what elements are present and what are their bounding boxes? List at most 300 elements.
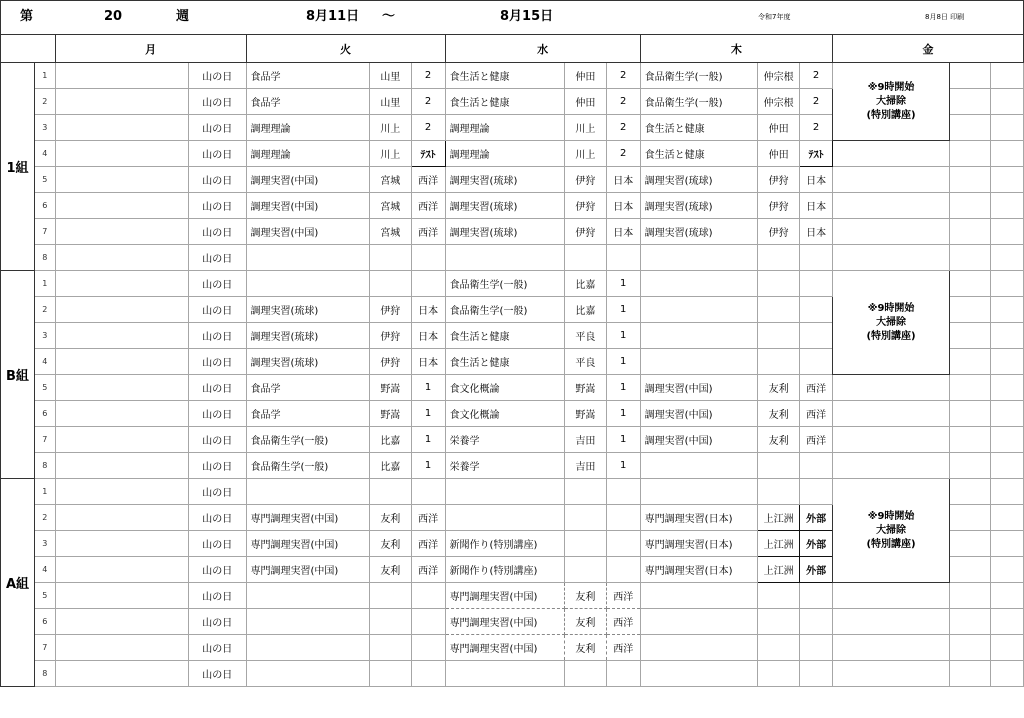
- period-number: 4: [34, 349, 55, 375]
- monday-holiday: 山の日: [188, 401, 246, 427]
- friday-extra: [950, 583, 991, 609]
- table-row: [1, 245, 1024, 271]
- thu-teacher: [758, 297, 800, 323]
- wed-room: 1: [606, 427, 640, 453]
- wed-teacher: 平良: [565, 323, 607, 349]
- thu-teacher: 友利: [758, 427, 800, 453]
- tue-subject: [246, 271, 369, 297]
- wed-teacher: [565, 479, 607, 505]
- friday-extra: [950, 349, 991, 375]
- friday-note-line: (特別講座): [866, 109, 916, 121]
- monday-blank: [55, 583, 188, 609]
- friday-blank: [833, 661, 950, 687]
- wed-teacher: 仲田: [565, 89, 607, 115]
- period-number: 7: [34, 219, 55, 245]
- table-row: [1, 453, 1024, 479]
- wed-teacher: 野嵩: [565, 375, 607, 401]
- thu-teacher: 友利: [758, 401, 800, 427]
- tue-subject: 食品衛生学(一般): [246, 453, 369, 479]
- monday-holiday: 山の日: [188, 427, 246, 453]
- monday-blank: [55, 141, 188, 167]
- friday-note-line: 大掃除: [876, 524, 907, 536]
- monday-holiday: 山の日: [188, 583, 246, 609]
- thu-subject: 食品衛生学(一般): [640, 89, 758, 115]
- wed-subject: 専門調理実習(中国): [445, 635, 565, 661]
- thu-teacher: 伊狩: [758, 167, 800, 193]
- period-number: 2: [34, 89, 55, 115]
- tue-room: 西洋: [411, 219, 445, 245]
- friday-extra: [950, 401, 991, 427]
- friday-extra: [950, 89, 991, 115]
- tue-subject: 食品学: [246, 375, 369, 401]
- thu-subject: [640, 323, 758, 349]
- wed-teacher: [565, 557, 607, 583]
- wed-teacher: [565, 661, 607, 687]
- monday-holiday: 山の日: [188, 661, 246, 687]
- friday-extra: [950, 167, 991, 193]
- monday-blank: [55, 271, 188, 297]
- thu-room: [800, 245, 833, 271]
- period-number: 4: [34, 141, 55, 167]
- friday-extra: [991, 115, 1024, 141]
- friday-blank: [833, 609, 950, 635]
- thu-teacher: [758, 583, 800, 609]
- wed-room: [606, 557, 640, 583]
- period-number: 2: [34, 505, 55, 531]
- table-row: [1, 635, 1024, 661]
- friday-extra: [950, 609, 991, 635]
- tue-room: 日本: [411, 349, 445, 375]
- wed-teacher: 友利: [565, 583, 607, 609]
- thu-room: 西洋: [800, 401, 833, 427]
- tue-teacher: 比嘉: [369, 427, 411, 453]
- tue-subject: 食品学: [246, 401, 369, 427]
- friday-note: [833, 479, 950, 583]
- wed-room: 1: [606, 401, 640, 427]
- tue-subject: 専門調理実習(中国): [246, 505, 369, 531]
- friday-extra: [950, 63, 991, 89]
- wed-subject: 食生活と健康: [445, 323, 565, 349]
- tue-teacher: 友利: [369, 531, 411, 557]
- table-row: [1, 479, 1024, 505]
- friday-extra: [950, 271, 991, 297]
- monday-blank: [55, 193, 188, 219]
- wed-room: 2: [606, 89, 640, 115]
- thu-room: [800, 661, 833, 687]
- friday-extra: [950, 635, 991, 661]
- thu-teacher: 仲宗根: [758, 63, 800, 89]
- tue-teacher: 伊狩: [369, 323, 411, 349]
- tue-subject: [246, 479, 369, 505]
- period-number: 1: [34, 479, 55, 505]
- friday-extra: [950, 453, 991, 479]
- thu-subject: 専門調理実習(日本): [640, 557, 758, 583]
- thu-room: 西洋: [800, 427, 833, 453]
- wed-subject: 食文化概論: [445, 375, 565, 401]
- wed-room: [606, 505, 640, 531]
- tue-teacher: [369, 271, 411, 297]
- monday-blank: [55, 115, 188, 141]
- monday-holiday: 山の日: [188, 141, 246, 167]
- thu-teacher: 伊狩: [758, 193, 800, 219]
- tue-teacher: [369, 661, 411, 687]
- tue-subject: 調理理論: [246, 141, 369, 167]
- thu-teacher: [758, 635, 800, 661]
- thu-subject: [640, 453, 758, 479]
- thu-teacher: [758, 323, 800, 349]
- thu-subject: [640, 297, 758, 323]
- week-number: 20: [104, 9, 123, 24]
- monday-blank: [55, 63, 188, 89]
- print-date: 8月8日 印刷: [925, 13, 965, 21]
- wed-room: 日本: [606, 167, 640, 193]
- group-name: 1組: [1, 63, 35, 271]
- wed-subject: 新聞作り(特別講座): [445, 557, 565, 583]
- thu-subject: [640, 635, 758, 661]
- monday-holiday: 山の日: [188, 323, 246, 349]
- monday-holiday: 山の日: [188, 271, 246, 297]
- wed-room: [606, 531, 640, 557]
- thu-subject: 食品衛生学(一般): [640, 63, 758, 89]
- tue-room: [411, 245, 445, 271]
- friday-extra: [991, 401, 1024, 427]
- monday-holiday: 山の日: [188, 193, 246, 219]
- tue-room: 2: [411, 115, 445, 141]
- thu-room: [800, 635, 833, 661]
- day-header: 金: [833, 35, 1024, 63]
- tue-room: 2: [411, 89, 445, 115]
- friday-extra: [991, 479, 1024, 505]
- thu-room: 2: [800, 115, 833, 141]
- thu-teacher: 仲田: [758, 141, 800, 167]
- wed-room: 日本: [606, 193, 640, 219]
- friday-extra: [950, 245, 991, 271]
- wed-room: 2: [606, 141, 640, 167]
- friday-blank: [833, 245, 950, 271]
- friday-blank: [833, 401, 950, 427]
- friday-extra: [950, 557, 991, 583]
- group-name: B組: [1, 271, 35, 479]
- tue-room: 1: [411, 427, 445, 453]
- tue-room: [411, 635, 445, 661]
- wed-subject: [445, 479, 565, 505]
- monday-holiday: 山の日: [188, 219, 246, 245]
- tue-room: ﾃｽﾄ: [411, 141, 445, 167]
- wed-subject: 専門調理実習(中国): [445, 609, 565, 635]
- wed-teacher: 川上: [565, 115, 607, 141]
- monday-blank: [55, 401, 188, 427]
- wed-subject: 食生活と健康: [445, 349, 565, 375]
- thu-room: 2: [800, 63, 833, 89]
- thu-room: 日本: [800, 219, 833, 245]
- tue-teacher: 宮城: [369, 193, 411, 219]
- wed-subject: 調理理論: [445, 141, 565, 167]
- period-number: 2: [34, 297, 55, 323]
- wed-teacher: 友利: [565, 635, 607, 661]
- wed-room: [606, 661, 640, 687]
- period-number: 6: [34, 401, 55, 427]
- tue-room: [411, 479, 445, 505]
- wed-teacher: 吉田: [565, 427, 607, 453]
- thu-subject: 調理実習(琉球): [640, 167, 758, 193]
- table-row: [1, 401, 1024, 427]
- tue-teacher: 野嵩: [369, 401, 411, 427]
- friday-extra: [950, 427, 991, 453]
- tue-room: 日本: [411, 323, 445, 349]
- thu-teacher: [758, 453, 800, 479]
- monday-blank: [55, 531, 188, 557]
- group-name: A組: [1, 479, 35, 687]
- day-header: 月: [55, 35, 246, 63]
- monday-holiday: 山の日: [188, 167, 246, 193]
- friday-extra: [950, 115, 991, 141]
- tue-teacher: [369, 635, 411, 661]
- tue-teacher: 野嵩: [369, 375, 411, 401]
- wed-teacher: 比嘉: [565, 297, 607, 323]
- thu-subject: 調理実習(中国): [640, 401, 758, 427]
- wed-room: 西洋: [606, 609, 640, 635]
- tue-teacher: 川上: [369, 115, 411, 141]
- tue-teacher: 比嘉: [369, 453, 411, 479]
- wed-teacher: 吉田: [565, 453, 607, 479]
- tue-teacher: 山里: [369, 63, 411, 89]
- tue-subject: 専門調理実習(中国): [246, 557, 369, 583]
- thu-teacher: [758, 661, 800, 687]
- friday-extra: [991, 557, 1024, 583]
- thu-subject: 食生活と健康: [640, 141, 758, 167]
- thu-subject: 専門調理実習(日本): [640, 531, 758, 557]
- wed-teacher: 比嘉: [565, 271, 607, 297]
- period-number: 7: [34, 635, 55, 661]
- thu-room: 日本: [800, 193, 833, 219]
- tue-teacher: 宮城: [369, 219, 411, 245]
- monday-holiday: 山の日: [188, 115, 246, 141]
- monday-blank: [55, 323, 188, 349]
- tue-room: 西洋: [411, 167, 445, 193]
- tue-teacher: [369, 479, 411, 505]
- thu-subject: [640, 661, 758, 687]
- thu-teacher: [758, 245, 800, 271]
- monday-holiday: 山の日: [188, 609, 246, 635]
- thu-teacher: [758, 479, 800, 505]
- friday-note-line: (特別講座): [866, 330, 916, 342]
- friday-extra: [991, 531, 1024, 557]
- friday-extra: [991, 63, 1024, 89]
- friday-blank: [833, 375, 950, 401]
- thu-teacher: 上江洲: [758, 531, 800, 557]
- thu-room: [800, 297, 833, 323]
- period-number: 7: [34, 427, 55, 453]
- monday-holiday: 山の日: [188, 245, 246, 271]
- period-number: 8: [34, 661, 55, 687]
- thu-teacher: [758, 609, 800, 635]
- friday-extra: [991, 375, 1024, 401]
- wed-teacher: 伊狩: [565, 193, 607, 219]
- wed-teacher: [565, 245, 607, 271]
- tue-teacher: 友利: [369, 505, 411, 531]
- tue-teacher: 伊狩: [369, 297, 411, 323]
- period-number: 8: [34, 453, 55, 479]
- friday-extra: [950, 323, 991, 349]
- friday-note-line: ※9時開始: [867, 510, 915, 522]
- thu-room: [800, 583, 833, 609]
- wed-subject: 調理実習(琉球): [445, 167, 565, 193]
- monday-holiday: 山の日: [188, 635, 246, 661]
- monday-holiday: 山の日: [188, 297, 246, 323]
- friday-extra: [950, 297, 991, 323]
- tue-subject: [246, 245, 369, 271]
- thu-subject: [640, 349, 758, 375]
- wed-subject: 食生活と健康: [445, 63, 565, 89]
- wed-teacher: [565, 531, 607, 557]
- wed-room: 1: [606, 271, 640, 297]
- monday-blank: [55, 349, 188, 375]
- friday-blank: [833, 635, 950, 661]
- tue-teacher: 川上: [369, 141, 411, 167]
- tue-room: [411, 271, 445, 297]
- wed-subject: 栄養学: [445, 427, 565, 453]
- wed-room: 1: [606, 297, 640, 323]
- thu-subject: 調理実習(琉球): [640, 193, 758, 219]
- tue-subject: [246, 609, 369, 635]
- week-prefix: 第: [20, 9, 34, 24]
- thu-teacher: 仲宗根: [758, 89, 800, 115]
- friday-extra: [950, 193, 991, 219]
- friday-extra: [950, 219, 991, 245]
- table-row: [1, 141, 1024, 167]
- tue-teacher: 伊狩: [369, 349, 411, 375]
- wed-subject: 調理実習(琉球): [445, 193, 565, 219]
- wed-teacher: 伊狩: [565, 167, 607, 193]
- week-suffix: 週: [176, 9, 190, 24]
- friday-note-line: ※9時開始: [867, 81, 915, 93]
- tue-subject: 食品衛生学(一般): [246, 427, 369, 453]
- table-row: [1, 271, 1024, 297]
- period-number: 3: [34, 323, 55, 349]
- wed-teacher: 野嵩: [565, 401, 607, 427]
- monday-blank: [55, 505, 188, 531]
- monday-holiday: 山の日: [188, 63, 246, 89]
- tue-subject: [246, 635, 369, 661]
- fiscal-year: 令和7年度: [758, 13, 791, 21]
- table-row: [1, 661, 1024, 687]
- tue-teacher: [369, 583, 411, 609]
- friday-extra: [991, 297, 1024, 323]
- wed-subject: 食品衛生学(一般): [445, 297, 565, 323]
- tue-room: 日本: [411, 297, 445, 323]
- monday-blank: [55, 635, 188, 661]
- tue-teacher: 宮城: [369, 167, 411, 193]
- thu-subject: [640, 245, 758, 271]
- wed-room: 1: [606, 323, 640, 349]
- monday-blank: [55, 661, 188, 687]
- day-header: 水: [445, 35, 640, 63]
- friday-note-line: (特別講座): [866, 538, 916, 550]
- thu-subject: 食生活と健康: [640, 115, 758, 141]
- thu-subject: 調理実習(中国): [640, 375, 758, 401]
- tue-subject: 調理実習(中国): [246, 193, 369, 219]
- wed-teacher: 仲田: [565, 63, 607, 89]
- table-row: [1, 167, 1024, 193]
- tue-teacher: [369, 245, 411, 271]
- table-row: [1, 583, 1024, 609]
- monday-holiday: 山の日: [188, 375, 246, 401]
- friday-extra: [991, 453, 1024, 479]
- tue-subject: 調理実習(琉球): [246, 297, 369, 323]
- wed-room: 西洋: [606, 583, 640, 609]
- tue-subject: 調理実習(中国): [246, 219, 369, 245]
- tue-teacher: 山里: [369, 89, 411, 115]
- thu-room: 外部: [800, 531, 833, 557]
- monday-blank: [55, 219, 188, 245]
- wed-teacher: 伊狩: [565, 219, 607, 245]
- date-tilde: 〜: [382, 9, 396, 24]
- thu-teacher: 上江洲: [758, 557, 800, 583]
- tue-room: [411, 661, 445, 687]
- monday-blank: [55, 453, 188, 479]
- monday-blank: [55, 557, 188, 583]
- friday-extra: [991, 89, 1024, 115]
- table-row: [1, 63, 1024, 89]
- period-number: 4: [34, 557, 55, 583]
- header-spacer: [1, 1, 1024, 35]
- friday-blank: [833, 167, 950, 193]
- wed-room: [606, 479, 640, 505]
- friday-extra: [991, 583, 1024, 609]
- tue-subject: 調理実習(琉球): [246, 349, 369, 375]
- period-number: 5: [34, 583, 55, 609]
- monday-holiday: 山の日: [188, 479, 246, 505]
- wed-subject: [445, 505, 565, 531]
- wed-subject: 新聞作り(特別講座): [445, 531, 565, 557]
- wed-teacher: 友利: [565, 609, 607, 635]
- wed-room: 1: [606, 453, 640, 479]
- monday-blank: [55, 89, 188, 115]
- wed-room: 西洋: [606, 635, 640, 661]
- monday-blank: [55, 375, 188, 401]
- friday-extra: [950, 531, 991, 557]
- friday-extra: [991, 193, 1024, 219]
- tue-subject: [246, 583, 369, 609]
- tue-room: 2: [411, 63, 445, 89]
- period-number: 1: [34, 63, 55, 89]
- thu-teacher: 上江洲: [758, 505, 800, 531]
- wed-subject: 調理理論: [445, 115, 565, 141]
- tue-subject: [246, 661, 369, 687]
- wed-room: 1: [606, 349, 640, 375]
- friday-blank: [833, 427, 950, 453]
- monday-blank: [55, 427, 188, 453]
- wed-subject: 食品衛生学(一般): [445, 271, 565, 297]
- friday-extra: [950, 479, 991, 505]
- thu-room: [800, 271, 833, 297]
- thu-subject: [640, 271, 758, 297]
- thu-teacher: 仲田: [758, 115, 800, 141]
- tue-subject: 調理実習(琉球): [246, 323, 369, 349]
- tue-subject: 食品学: [246, 89, 369, 115]
- period-number: 1: [34, 271, 55, 297]
- tue-teacher: 友利: [369, 557, 411, 583]
- monday-blank: [55, 609, 188, 635]
- thu-teacher: 友利: [758, 375, 800, 401]
- period-number: 8: [34, 245, 55, 271]
- period-number: 3: [34, 531, 55, 557]
- friday-extra: [991, 505, 1024, 531]
- table-row: [1, 427, 1024, 453]
- thu-room: 西洋: [800, 375, 833, 401]
- thu-room: 2: [800, 89, 833, 115]
- tue-teacher: [369, 609, 411, 635]
